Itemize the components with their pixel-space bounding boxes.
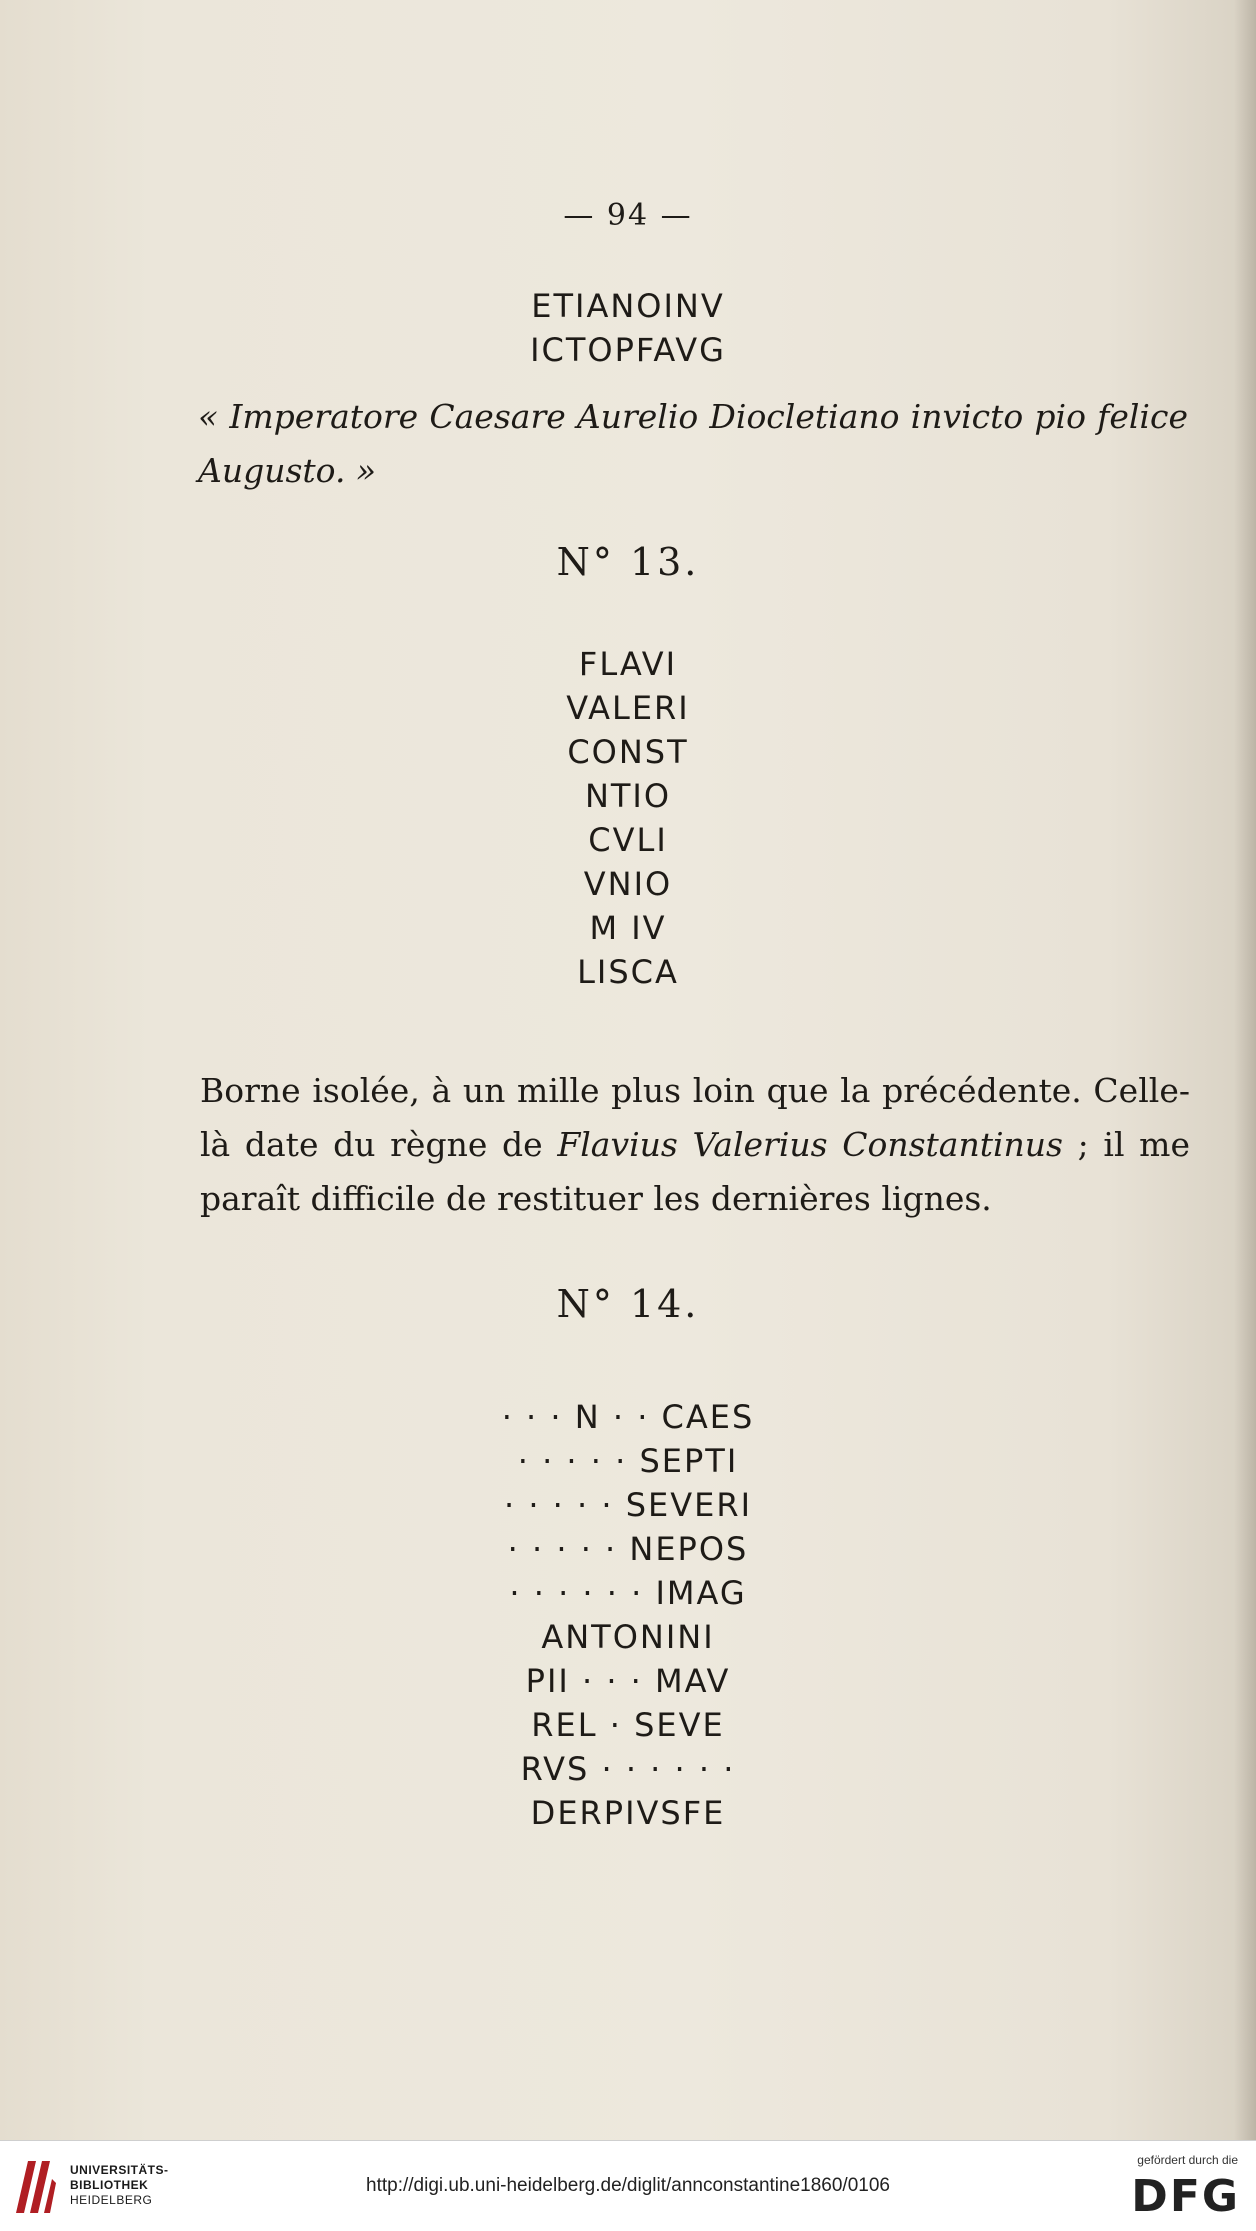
inscription-line: RVS · · · · · ·: [520, 1750, 736, 1788]
library-name-line: UNIVERSITÄTS-: [70, 2163, 169, 2177]
inscription-line: M IV: [589, 909, 667, 947]
inscription-line: · · · · · NEPOS: [507, 1530, 749, 1568]
dfg-logo[interactable]: DFG: [1131, 2171, 1240, 2222]
inscription-line: VNIO: [583, 865, 673, 903]
inscription-line: · · · · · SEPTI: [517, 1442, 739, 1480]
page-number: — 94 —: [563, 198, 693, 233]
inscription-line: ETIANOINV: [531, 287, 725, 325]
inscription-line: PII · · · MAV: [525, 1662, 731, 1700]
inscription-line: CONST: [567, 733, 689, 771]
library-name-line: HEIDELBERG: [70, 2193, 153, 2207]
inscription-line: CVLI: [588, 821, 668, 859]
paragraph-text: Borne isolée, à un mille plus loin que la précédente. Celle-là date du règne de: [200, 1071, 1190, 1164]
inscription-line: DERPIVSFE: [530, 1794, 726, 1832]
inscription-line: ANTONINI: [541, 1618, 715, 1656]
library-name-line: BIBLIOTHEK: [70, 2178, 149, 2192]
translation-text: « Imperatore Caesare Aurelio Diocletiano invicto pio felice Augusto. »: [198, 397, 1188, 490]
inscription-line: ICTOPFAVG: [530, 331, 726, 369]
inscription-line: NTIO: [584, 777, 672, 815]
inscription-13: [0, 642, 1256, 994]
inscription-line: VALERI: [566, 689, 690, 727]
paragraph-italic-name: Flavius Valerius Constantinus: [557, 1125, 1063, 1164]
funding-caption: gefördert durch die: [1137, 2153, 1238, 2167]
viewer-footer: [0, 2140, 1256, 2231]
commentary-paragraph: [200, 1064, 1190, 1226]
inscription-line: · · · · · SEVERI: [503, 1486, 753, 1524]
inscription-line: · · · · · · IMAG: [509, 1574, 747, 1612]
paragraph-text: ; il me paraît difficile de restituer les dernières lignes.: [200, 1125, 1190, 1218]
section-13-heading: N° 13.: [556, 540, 700, 584]
inscription-line: FLAVI: [578, 645, 678, 683]
source-url-link[interactable]: http://digi.ub.uni-heidelberg.de/diglit/annconstantine1860/0106: [366, 2175, 890, 2196]
inscription-line: · · · N · · CAES: [501, 1398, 755, 1436]
inscription-line: LISCA: [577, 953, 679, 991]
inscription-top: [0, 284, 1256, 372]
section-14-heading: N° 14.: [556, 1282, 700, 1326]
inscription-line: REL · SEVE: [531, 1706, 725, 1744]
inscription-14: [0, 1395, 1256, 1835]
